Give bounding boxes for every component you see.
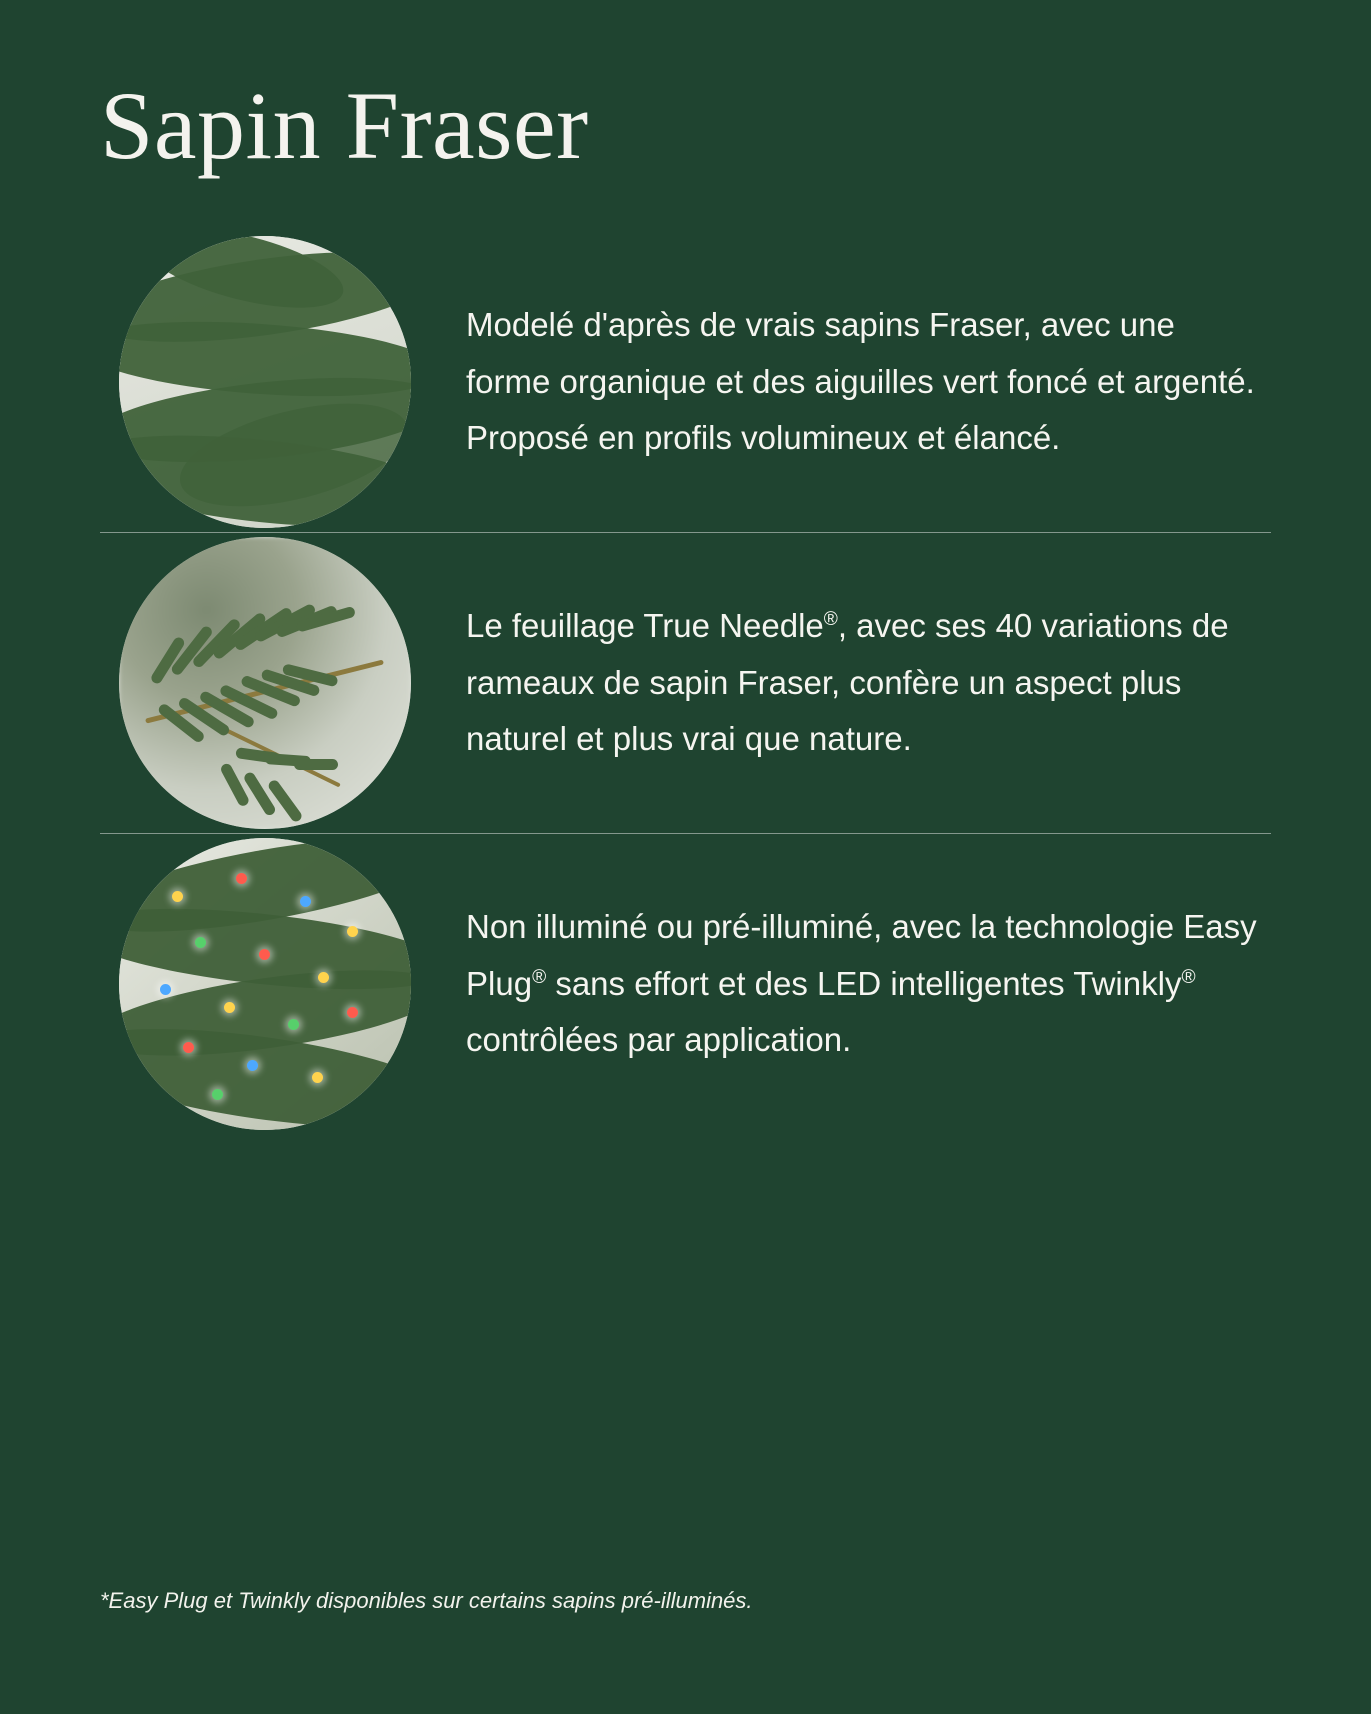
- feature-item-3: [100, 833, 1271, 1134]
- feature-image-cell-1: [100, 236, 430, 528]
- page-title: Sapin Fraser: [100, 72, 589, 179]
- feature-text-1-body: Modelé d'après de vrais sapins Fraser, avec une forme organique et des aiguilles vert foncé et argenté. Proposé en profils volumineux et élancé.: [466, 305, 1255, 457]
- feature-list: [0, 232, 1371, 1134]
- feature-text-3: [430, 899, 1271, 1069]
- feature-text-2-after: , avec ses 40 variations de rameaux de sapin Fraser, confère un aspect plus naturel et plus vrai que nature.: [466, 606, 1229, 758]
- feature-image-cell-3: [100, 838, 430, 1130]
- feature-text-3-middle: sans effort et des LED intelligentes Twinkly: [546, 964, 1182, 1002]
- registered-mark: ®: [823, 608, 838, 630]
- feature-text-2-before: Le feuillage True Needle: [466, 606, 824, 644]
- registered-mark-2: ®: [1181, 966, 1196, 988]
- feature-text-3-after: contrôlées par application.: [466, 1021, 852, 1059]
- registered-mark: ®: [532, 966, 547, 988]
- feature-text-3-before: Non illuminé ou pré-illuminé, avec la technologie Easy Plug: [466, 907, 1257, 1002]
- feature-text-1: [430, 297, 1271, 467]
- feature-item-1: [100, 232, 1271, 532]
- true-needle-branch-image: [119, 537, 411, 829]
- pre-lit-tree-image: [119, 838, 411, 1130]
- foliage-shape: [119, 236, 411, 528]
- feature-image-cell-2: [100, 537, 430, 829]
- footnote: *Easy Plug et Twinkly disponibles sur certains sapins pré-illuminés.: [100, 1588, 753, 1613]
- feature-text-2: [430, 598, 1271, 768]
- feature-item-2: [100, 532, 1271, 833]
- fraser-fir-branches-image: [119, 236, 411, 528]
